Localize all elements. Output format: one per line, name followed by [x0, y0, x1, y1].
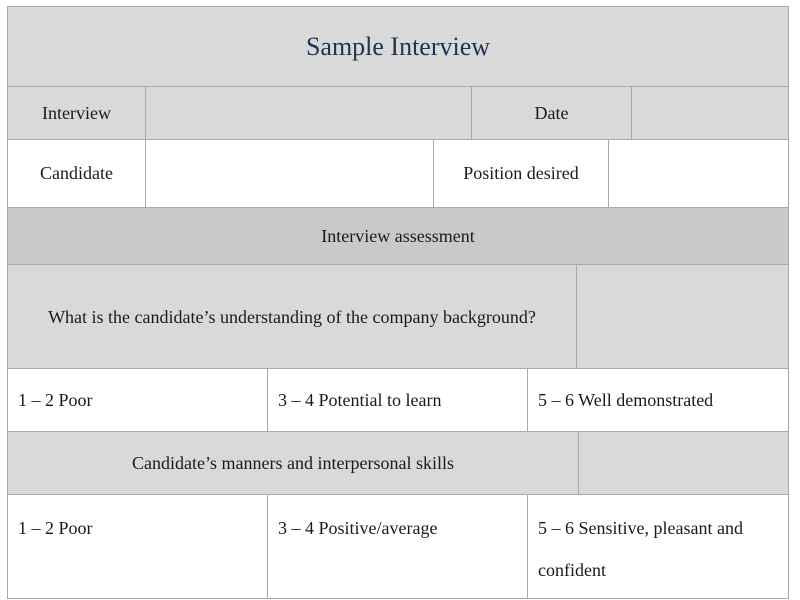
question-text: Candidate’s manners and interpersonal skills — [8, 432, 579, 494]
rating-option[interactable]: 3 – 4 Potential to learn — [268, 369, 528, 431]
position-field[interactable] — [609, 140, 788, 207]
date-field[interactable] — [632, 87, 788, 139]
rating-option[interactable]: 1 – 2 Poor — [8, 369, 268, 431]
interview-label: Interview — [8, 87, 146, 139]
date-label: Date — [472, 87, 632, 139]
question-answer-field[interactable] — [579, 432, 788, 494]
form-title: Sample Interview — [305, 31, 491, 61]
question-text: What is the candidate’s understanding of the company background? — [8, 265, 577, 368]
question-answer-field[interactable] — [577, 265, 788, 368]
rating-option[interactable]: 5 – 6 Sensitive, pleasant and confident — [538, 518, 743, 580]
assessment-heading: Interview assessment — [321, 225, 475, 246]
question-row — [8, 265, 788, 369]
title-row — [8, 7, 788, 87]
rating-option[interactable]: 3 – 4 Positive/average — [268, 495, 528, 598]
rating-row — [8, 369, 788, 432]
rating-option[interactable]: 1 – 2 Poor — [8, 495, 268, 598]
rating-row — [8, 495, 788, 598]
question-row — [8, 432, 788, 495]
candidate-row — [8, 140, 788, 208]
position-label: Position desired — [434, 140, 609, 207]
candidate-label: Candidate — [8, 140, 146, 207]
rating-option[interactable]: 5 – 6 Well demonstrated — [538, 389, 714, 410]
candidate-field[interactable] — [146, 140, 434, 207]
interview-form — [7, 6, 789, 599]
interview-field[interactable] — [146, 87, 472, 139]
assessment-heading-row — [8, 208, 788, 265]
interview-row — [8, 87, 788, 140]
